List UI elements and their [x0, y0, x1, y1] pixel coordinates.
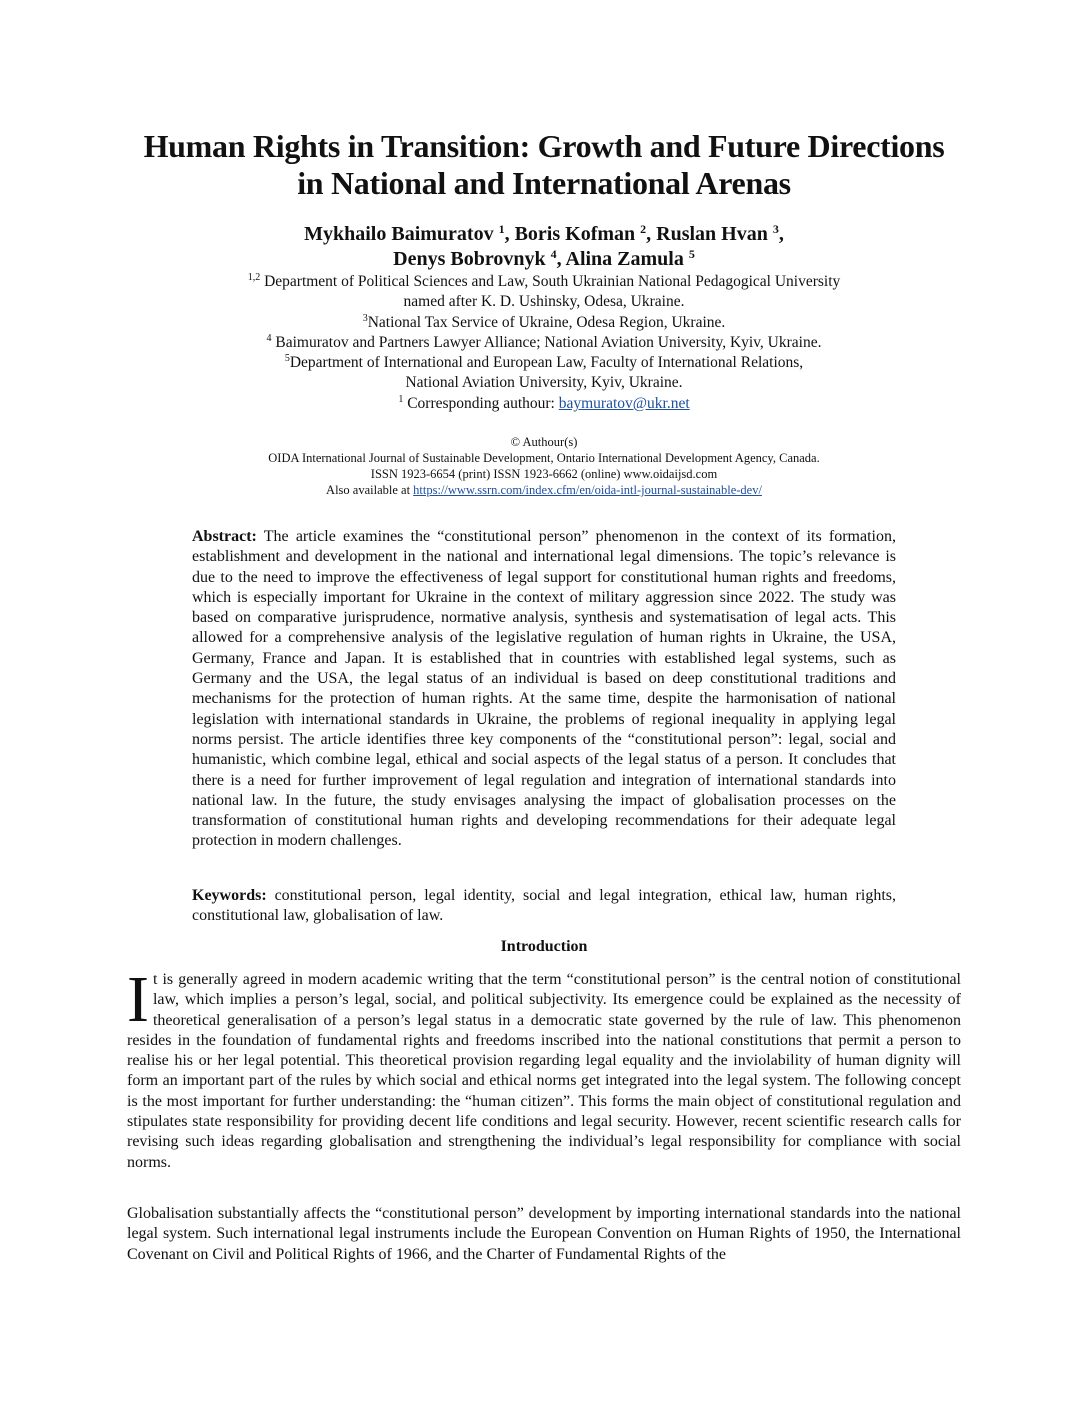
keywords — [192, 886, 896, 927]
keywords-label: Keywords: — [192, 887, 267, 904]
affiliation-line — [100, 353, 988, 373]
affiliation-text: Department of Political Sciences and Law, South Ukrainian National Pedagogical University — [260, 273, 841, 290]
author-name: Denys Bobrovnyk — [393, 248, 546, 270]
author-affiliation-marker: 5 — [688, 247, 695, 261]
affiliation-text: Baimuratov and Partners Lawyer Alliance; National Aviation University, Kyiv, Ukraine. — [271, 333, 822, 351]
affiliation-line — [100, 333, 988, 353]
drop-cap: I — [127, 963, 149, 1036]
issn-line: ISSN 1923-6654 (print) ISSN 1923-6662 (online) www.oidaijsd.com — [370, 467, 718, 481]
author-affiliation-marker: 3 — [772, 222, 779, 236]
journal-name: OIDA International Journal of Sustainable Development, Ontario International Development Agency, Canada. — [268, 451, 820, 465]
paper-title — [100, 128, 988, 202]
affiliation-marker: 4 — [266, 332, 272, 344]
introduction-paragraph-2 — [127, 1204, 961, 1265]
author-affiliation-marker: 2 — [640, 222, 647, 236]
affiliation-marker: 1,2 — [247, 272, 261, 283]
author-name: Alina Zamula — [565, 248, 684, 270]
availability-prefix: Also available at — [326, 483, 414, 497]
corresponding-label: Corresponding authour: — [403, 394, 559, 412]
introduction-paragraph-1 — [127, 963, 961, 1173]
authors-line-2: Denys Bobrovnyk $^4$, Alina Zamula $^5$ — [393, 247, 695, 270]
affiliation-line — [100, 272, 988, 292]
copyright-line: © Authour(s) — [510, 435, 578, 449]
paragraph-text: Globalisation substantially affects the “constitutional person” development by importing international standards into the national legal system. Such international legal instruments include the European Convention on Human Rights of 1950, the International Covenant on Civil and Political Rights of 1966, and the Charter of Fundamental Rights of the — [127, 1205, 961, 1263]
author-affiliation-marker: 1 — [498, 222, 505, 236]
paragraph-text: t is generally agreed in modern academic writing that the term “constitutional person” is the central notion of constitutional law, which implies a person’s legal, social, and political subjectivity. Its emergence could be explained as the necessity of theoretical generalisation of a person’s legal status in a democratic state governed by the rule of law. This phenomenon resides in the foundation of fundamental rights and freedoms inscribed into the national constitutions that permit a person to realise his or her legal potential. This theoretical provision regarding legal equality and the inviolability of human dignity will form an important part of the rules by which social and ethical norms get integrated into the legal system. The following concept is the most important for further understanding: the “human citizen”. This forms the main object of constitutional regulation and stipulates state responsibility for providing decent life conditions and legal security. However, recent scientific research calls for revising such ideas regarding globalisation and strengthening the individual’s legal responsibility for compliance with social norms. — [127, 971, 961, 1171]
author-affiliation-marker: 4 — [550, 247, 557, 261]
availability-line — [100, 482, 988, 498]
author-name: Boris Kofman — [514, 223, 636, 245]
abstract-label: Abstract: — [192, 528, 257, 545]
abstract-text: The article examines the “constitutional person” phenomenon in the context of its formation, establishment and development in the national and international legal dimensions. The topic’s relevance is due to the need to improve the effectiveness of legal support for constitutional human rights and freedoms, which is especially important for Ukraine in the context of military aggression since 2022. The study was based on comparative jurisprudence, normative analysis, synthesis and systematisation of legal acts. This allowed for a comprehensive analysis of the legislative regulation of human rights in Ukraine, the USA, Germany, France and Japan. It is established that in countries with established legal systems, such as Germany and the USA, the legal status of an individual is based on deep constitutional traditions and mechanisms for the protection of human rights. At the same time, despite the harmonisation of national legislation with international standards in Ukraine, the problems of regional inequality in applying legal norms persist. The article identifies three key components of the “constitutional person”: legal, social and humanistic, which combine legal, ethical and social aspects of the legal status of a person. It concludes that there is a need for further improvement of legal regulation and integration of international standards into national law. In the future, the study envisages analysing the impact of globalisation processes on the transformation of constitutional human rights and developing recommendations for their adequate legal protection in modern challenges. — [192, 528, 896, 850]
affiliation-line — [100, 292, 988, 312]
affiliations — [100, 272, 988, 414]
introduction-heading: Introduction — [500, 938, 588, 955]
affiliation-line — [100, 313, 988, 333]
affiliation-text: Department of International and European Law, Faculty of International Relations, — [289, 354, 804, 372]
corresponding-email-link[interactable]: baymuratov@ukr.net — [558, 394, 690, 412]
ssrn-link[interactable]: https://www.ssrn.com/index.cfm/en/oida-intl-journal-sustainable-dev/ — [413, 483, 762, 497]
affiliation-text: named after K. D. Ushinsky, Odesa, Ukraine. — [403, 293, 685, 311]
title-line-2: in National and International Arenas — [297, 165, 791, 201]
affiliation-text: National Aviation University, Kyiv, Ukraine. — [405, 374, 683, 392]
affiliation-text: National Tax Service of Ukraine, Odesa Region, Ukraine. — [367, 313, 726, 331]
affiliation-marker: 3 — [362, 312, 368, 324]
keywords-text: constitutional person, legal identity, social and legal integration, ethical law, human rights, constitutional law, globalisation of law. — [192, 887, 896, 925]
affiliation-line — [100, 373, 988, 393]
affiliation-marker: 5 — [284, 353, 290, 365]
authors-line-1: Mykhailo Baimuratov $^1$, Boris Kofman $^2$, Ruslan Hvan $^3$, — [304, 222, 784, 245]
corresponding-author — [100, 394, 988, 414]
journal-info — [100, 434, 988, 498]
author-name: Mykhailo Baimuratov — [304, 223, 494, 245]
author-list — [100, 222, 988, 272]
author-name: Ruslan Hvan — [656, 223, 768, 245]
title-line-1: Human Rights in Transition: Growth and Future Directions — [143, 128, 945, 164]
abstract — [192, 527, 896, 852]
corresponding-marker: 1 — [398, 393, 404, 405]
